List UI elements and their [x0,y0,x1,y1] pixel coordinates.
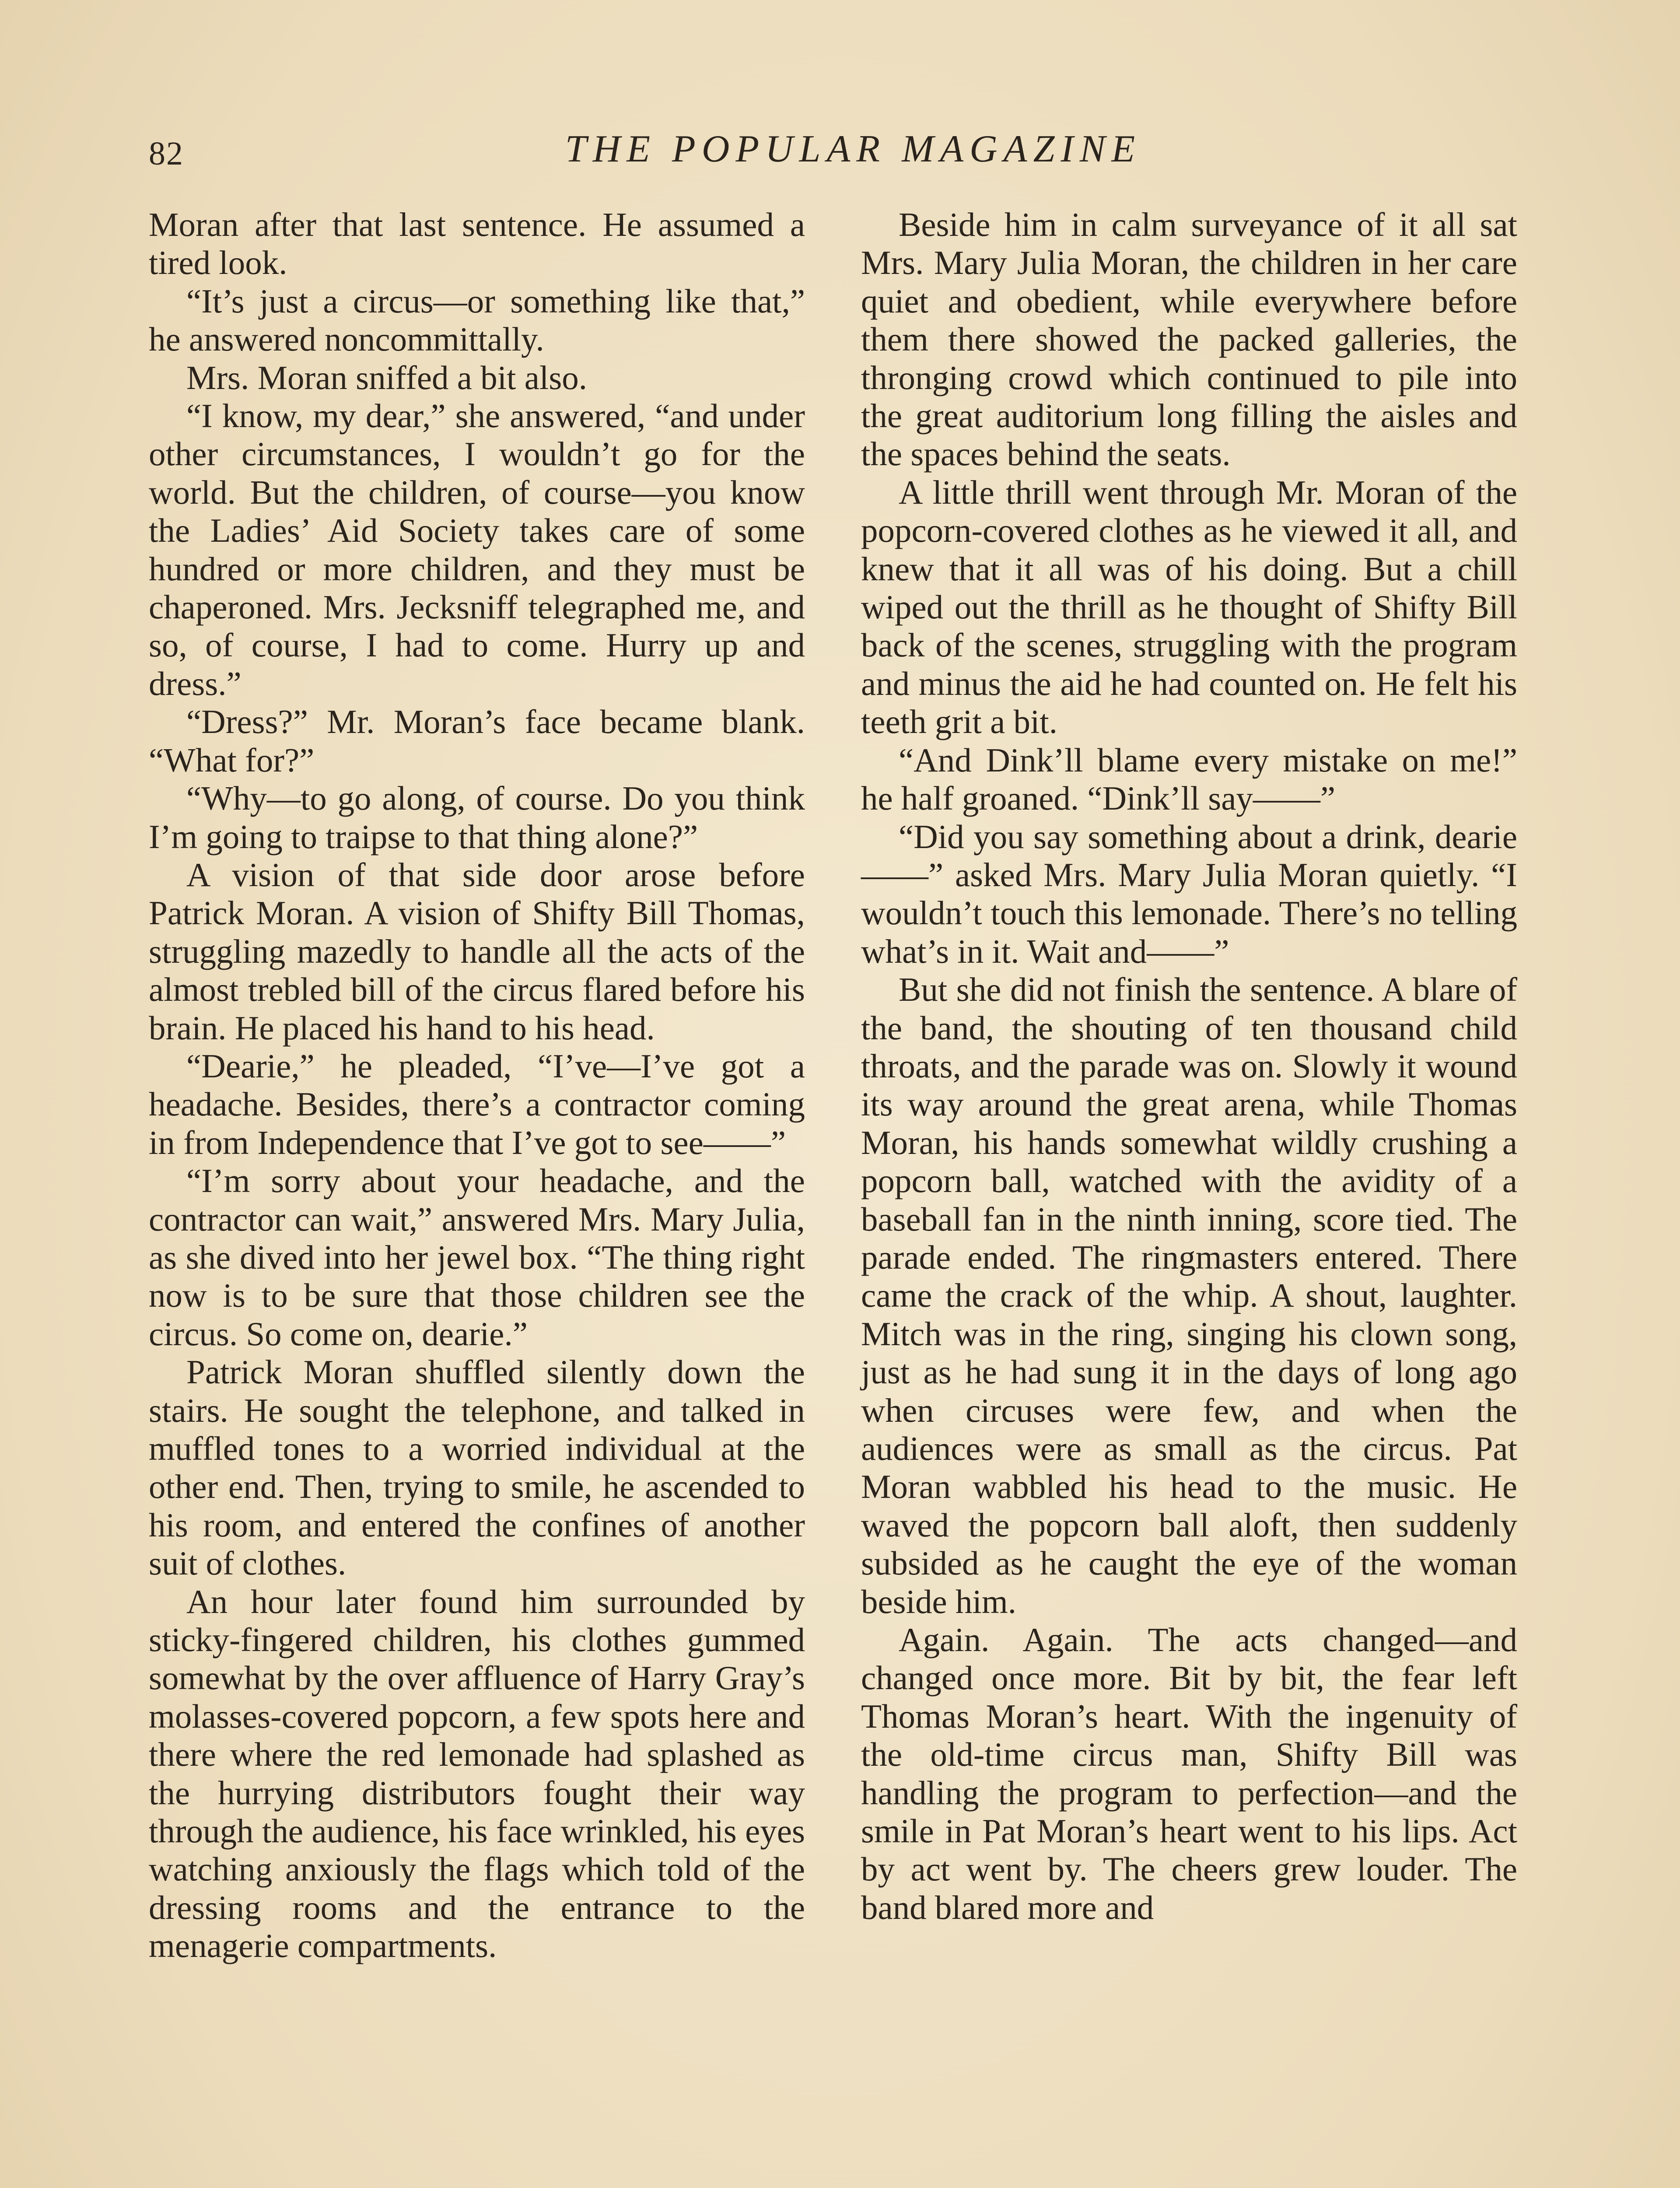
paragraph: Again. Again. The acts changed—and changed once more. Bit by bit, the fear left Thomas Moran’s heart. With the ingenuity of the old-time circus man, Shifty Bill was handling the program to perfection—and the smile in Pat Moran’s heart went to his lips. Act by act went by. The cheers grew louder. The band blared more and [861,1621,1517,1926]
page-header [131,127,1575,188]
paragraph: Mrs. Moran sniffed a bit also. [186,358,588,396]
paragraph: Patrick Moran shuffled silently down the stairs. He sought the telephone, and talked in muffled tones to a worried individual at the other end. Then, trying to smile, he ascended to his room, and entered the confines of another suit of clothes. [149,1353,805,1582]
paragraph: A little thrill went through Mr. Moran of the popcorn-covered clothes as he viewed it all, and knew that it all was of his doing. But a chill wiped out the thrill as he thought of Shifty Bill back of the scenes, struggling with the program and minus the aid he had counted on. He felt his teeth grit a bit. [861,473,1517,741]
paragraph: A vision of that side door arose before Patrick Moran. A vision of Shifty Bill Thomas, struggling mazedly to handle all the acts of the almost trebled bill of the circus flared before his brain. He placed his hand to his head. [149,856,805,1047]
paragraph: “Why—to go along, of course. Do you think I’m going to traipse to that thing alone?” [149,779,805,856]
right-column [861,206,1517,1927]
paragraph: “It’s just a circus—or something like that,” he answered noncommittally. [149,282,805,358]
running-title: THE POPULAR MAGAZINE [565,128,1141,170]
paragraph: An hour later found him surrounded by sticky-fingered children, his clothes gummed somewhat by the over affluence of Harry Gray’s molasses-covered popcorn, a few spots here and there where the red lemonade had splashed as the hurrying distributors fought their way through the audience, his face wrinkled, his eyes watching anxiously the flags which told of the dressing rooms and the entrance to the menagerie compartments. [149,1582,805,1965]
paragraph: “Did you say something about a drink, dearie——” asked Mrs. Mary Julia Moran quietly. “I wouldn’t touch this lemonade. There’s no telling what’s in it. Wait and——” [861,817,1517,970]
page-number: 82 [149,135,184,172]
paragraph: Beside him in calm surveyance of it all sat Mrs. Mary Julia Moran, the children in her care quiet and obedient, while everywhere before them there showed the packed galleries, the thronging crowd which continued to pile into the great auditorium long filling the aisles and the spaces behind the seats. [861,206,1517,473]
paragraph: “Dearie,” he pleaded, “I’ve—I’ve got a headache. Besides, there’s a contractor coming in from Independence that I’ve got to see——” [149,1047,805,1161]
paragraph: Moran after that last sentence. He assumed a tired look. [149,206,805,282]
paragraph: But she did not finish the sentence. A blare of the band, the shouting of ten thousand child throats, and the parade was on. Slowly it wound its way around the great arena, while Thomas Moran, his hands somewhat wildly crushing a popcorn ball, watched with the avidity of a baseball fan in the ninth inning, score tied. The parade ended. The ringmasters entered. There came the crack of the whip. A shout, laughter. Mitch was in the ring, singing his clown song, just as he had sung it in the days of long ago when circuses were few, and when the audiences were as small as the circus. Pat Moran wabbled his head to the music. He waved the popcorn ball aloft, then suddenly subsided as he caught the eye of the woman beside him. [861,971,1517,1620]
paragraph: “And Dink’ll blame every mistake on me!” he half groaned. “Dink’ll say——” [861,741,1517,817]
paragraph: “I’m sorry about your headache, and the contractor can wait,” answered Mrs. Mary Julia, as she dived into her jewel box. “The thing right now is to be sure that those children see the circus. So come on, dearie.” [149,1162,805,1353]
left-column [149,206,805,1965]
paragraph: “I know, my dear,” she answered, “and under other circumstances, I wouldn’t go for the world. But the children, of course—you know the Ladies’ Aid Society takes care of some hundred or more children, and they must be chaperoned. Mrs. Jecksniff telegraphed me, and so, of course, I had to come. Hurry up and dress.” [149,397,805,702]
paragraph: “Dress?” Mr. Moran’s face became blank. “What for?” [149,703,805,779]
